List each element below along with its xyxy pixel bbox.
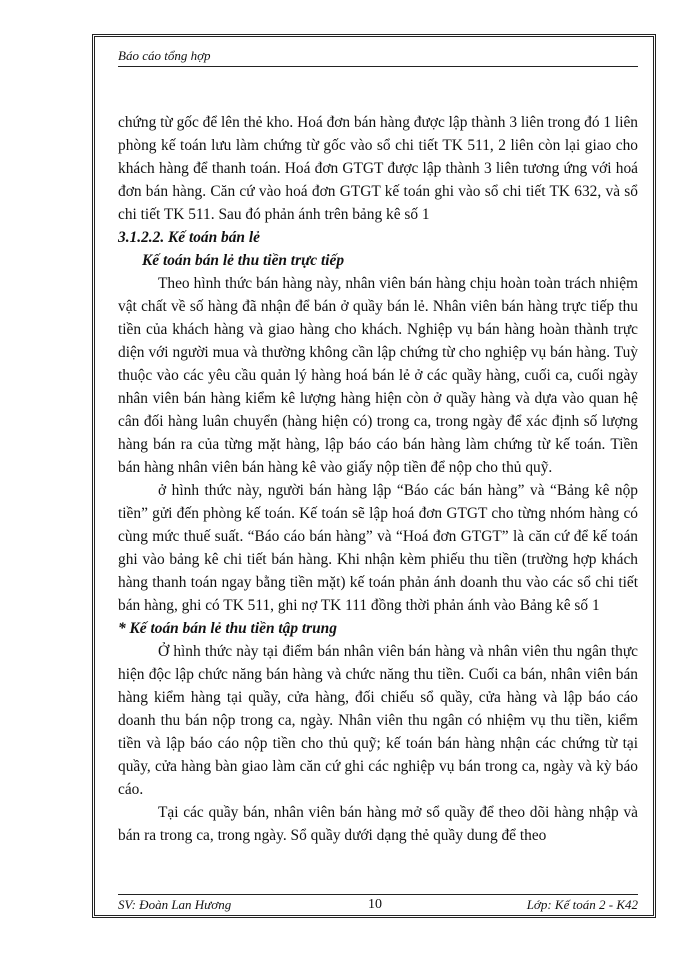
- paragraph-5: Tại các quầy bán, nhân viên bán hàng mở sổ quầy để theo dõi hàng nhập và bán ra trong ca, trong ngày. Sổ quầy dưới dạng thẻ quầy dung để theo: [118, 804, 638, 844]
- paragraph-3: ở hình thức này, người bán hàng lập “Báo các bán hàng” và “Bảng kê nộp tiền” gửi đến phòng kế toán. Kế toán sẽ lập hoá đơn GTGT cho từng nhóm hàng có cùng mức thuế suất. “Báo cáo bán hàng” và “Hoá đơn GTGT” là căn cứ để kế toán ghi vào bảng kê chi tiết bán hàng. Khi nhận kèm phiếu thu tiền (trường hợp khách hàng thanh toán ngay bằng tiền mặt) kế toán phản ánh doanh thu vào các sổ chi tiết bán hàng, ghi có TK 511, ghi nợ TK 111 đồng thời phản ánh vào Bảng kê số 1: [118, 482, 638, 614]
- footer-class: Lớp: Kế toán 2 - K42: [526, 897, 638, 912]
- page-number: 10: [368, 897, 382, 912]
- footer-student: SV: Đoàn Lan Hương: [118, 897, 232, 912]
- subheading-central-collection: * Kế toán bán lẻ thu tiền tập trung: [118, 620, 337, 637]
- section-heading: 3.1.2.2. Kế toán bán lẻ: [118, 229, 260, 246]
- paragraph-4: Ở hình thức này tại điểm bán nhân viên bán hàng và nhân viên thu ngân thực hiện độc lập chức năng bán hàng và chức năng thu tiền. Cuối ca bán, nhân viên bán hàng kiểm hàng tại quầy, cửa hàng, đối chiếu sổ quầy, cửa hàng và lập báo cáo doanh thu bán nộp trong ca, ngày. Nhân viên thu ngân có nhiệm vụ thu tiền, kiểm tiền và lập báo cáo nộp tiền cho thủ quỹ; kế toán bán hàng nhận các chứng từ tại quầy, cửa hàng bàn giao làm căn cứ ghi các nghiệp vụ bán trong ca, ngày và kỳ báo cáo.: [118, 643, 638, 798]
- paragraph-2: Theo hình thức bán hàng này, nhân viên bán hàng chịu hoàn toàn trách nhiệm vật chất về số hàng đã nhận để bán ở quầy bán lẻ. Nhân viên bán hàng trực tiếp thu tiền của khách hàng và giao hàng cho khách. Nghiệp vụ bán hàng hoàn thành trực diện với người mua và thường không cần lập chứng từ cho nghiệp vụ bán hàng. Tuỳ thuộc vào các yêu cầu quản lý hàng hoá bán lẻ ở các quầy hàng, cuối ca, cuối ngày nhân viên bán hàng kiểm kê lượng hàng hiện còn ở quầy hàng và dựa vào quan hệ cân đối hàng luân chuyển (hàng hiện có) trong ca, trong ngày để xác định số lượng hàng bán ra của từng mặt hàng, lập báo cáo bán hàng làm chứng từ kế toán. Tiền bán hàng nhân viên bán hàng kê vào giấy nộp tiền để nộp cho thủ quỹ.: [118, 275, 638, 476]
- paragraph-1: chứng từ gốc để lên thẻ kho. Hoá đơn bán hàng được lập thành 3 liên trong đó 1 liên phòng kế toán lưu làm chứng từ gốc vào sổ chi tiết TK 511, 2 liên còn lại giao cho khách hàng để thanh toán. Hoá đơn GTGT được lập thành 3 liên tương ứng với hoá đơn bán hàng. Căn cứ vào hoá đơn GTGT kế toán ghi vào sổ chi tiết TK 632, và sổ chi tiết TK 511. Sau đó phản ánh trên bảng kê số 1: [118, 114, 639, 223]
- document-body: [118, 111, 638, 847]
- subheading-direct-collection: Kế toán bán lẻ thu tiền trực tiếp: [142, 252, 345, 269]
- header-rule: [118, 66, 638, 67]
- running-header: Báo cáo tổng hợp: [118, 48, 211, 63]
- footer-rule: [118, 894, 638, 895]
